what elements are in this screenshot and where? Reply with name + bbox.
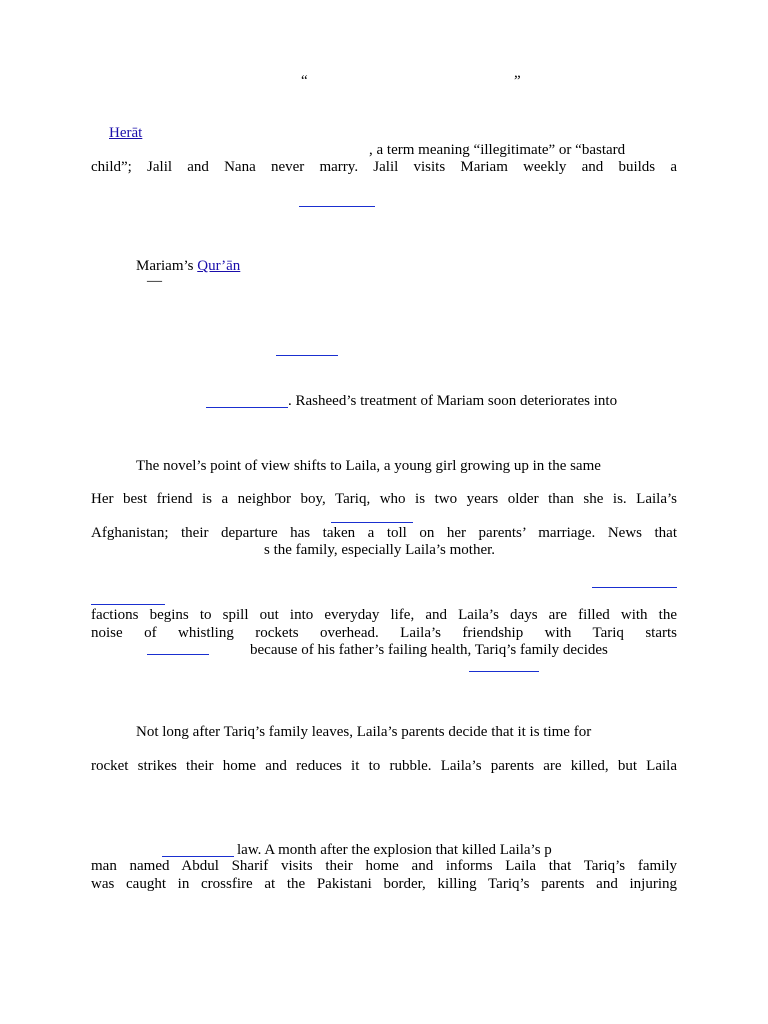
paragraph-line: man named Abdul Sharif visits their home and informs Laila that Tariq’s family [91,858,677,874]
paragraph-line: because of his father’s failing health, Tariq’s family decides [250,642,608,658]
hidden-link-underline[interactable] [206,407,288,408]
paragraph-line: noise of whistling rockets overhead. Laila’s friendship with Tariq starts [91,625,677,641]
open-quote: “ [301,73,308,89]
hidden-link-underline[interactable] [299,206,375,207]
paragraph-line: The novel’s point of view shifts to Laila, a young girl growing up in the same [136,458,601,474]
paragraph-line: . Rasheed’s treatment of Mariam soon deteriorates into [288,393,618,409]
close-quote: ” [514,73,521,89]
hidden-link-underline[interactable] [331,522,413,523]
hidden-link-underline[interactable] [147,654,209,655]
paragraph-line: Not long after Tariq’s family leaves, Laila’s parents decide that it is time for [136,724,592,740]
paragraph-line: was caught in crossfire at the Pakistani border, killing Tariq’s parents and injuring [91,876,677,892]
paragraph-line: Afghanistan; their departure has taken a toll on her parents’ marriage. News that [91,525,677,541]
hidden-link-underline[interactable] [91,604,165,605]
em-dash: — [147,273,162,289]
paragraph-line: factions begins to spill out into everyday life, and Laila’s days are filled with the [91,607,677,623]
mariam-prefix: Mariam’s [136,258,194,274]
hidden-link-underline[interactable] [592,587,677,588]
paragraph-line: law. A month after the explosion that killed Laila’s p [237,842,552,858]
hidden-link-underline[interactable] [276,355,338,356]
paragraph-line: s the family, especially Laila’s mother. [264,542,496,558]
paragraph-line: , a term meaning “illegitimate” or “bastard [369,142,626,158]
paragraph-line: Her best friend is a neighbor boy, Tariq, who is two years older than she is. Laila’s [91,491,677,507]
paragraph-line: child”; Jalil and Nana never marry. Jalil visits Mariam weekly and builds a [91,159,677,175]
hidden-link-underline[interactable] [469,671,539,672]
paragraph-line: rocket strikes their home and reduces it to rubble. Laila’s parents are killed, but Laila [91,758,677,774]
herat-link[interactable]: Herāt [109,125,143,141]
quran-link[interactable]: Qur’ān [197,258,241,274]
